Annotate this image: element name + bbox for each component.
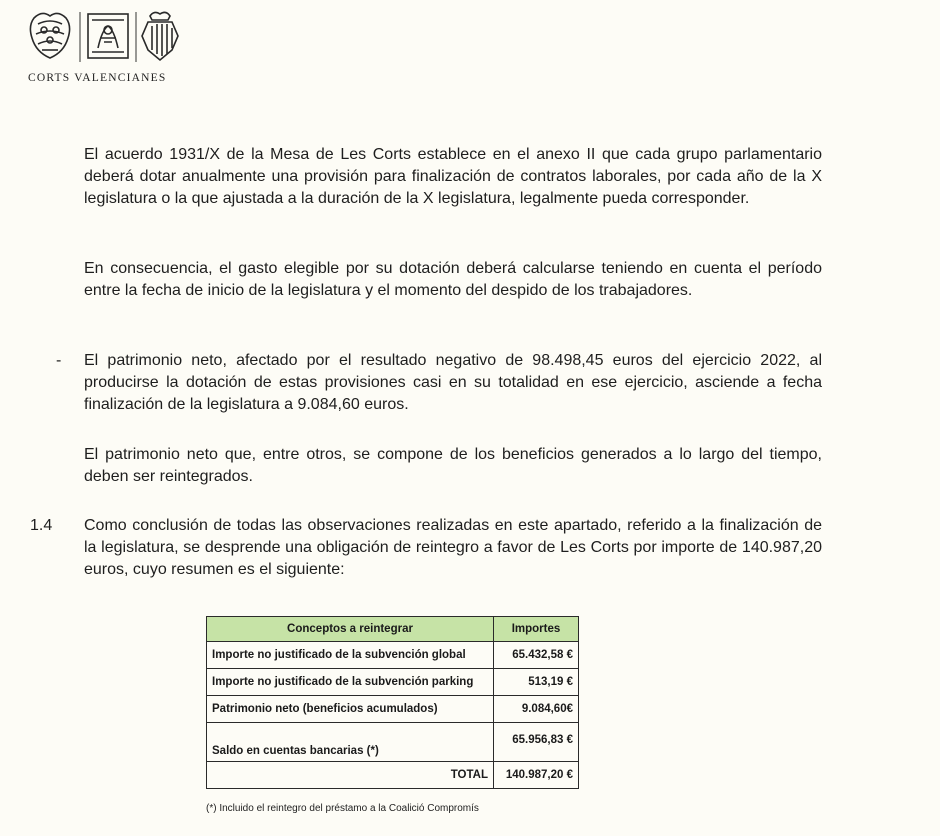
paragraph-conclusion: Como conclusión de todas las observaciones realizadas en este apartado, referido a la finalización de la legislatura, se desprende una obligación de reintegro a favor de Les Corts por importe de 140.987,20 euros, cuyo resumen es el siguiente: [84,517,822,578]
coat-of-arms-icon [28,8,208,66]
total-amount: 140.987,20 € [494,762,579,789]
table-total-row [207,762,579,789]
header-concepts: Conceptos a reintegrar [207,617,494,642]
bullet-mark: - [56,352,62,369]
org-name: CORTS VALENCIANES [28,72,167,84]
row-concept: Importe no justificado de la subvención parking [207,669,494,696]
section-number: 1.4 [30,517,53,534]
paragraph-consecuencia: En consecuencia, el gasto elegible por su dotación deberá calcularse teniendo en cuenta el período entre la fecha de inicio de la legislatura y el momento del despido de los trabajadores. [84,260,822,299]
table-row [207,696,579,723]
row-concept: Saldo en cuentas bancarias (*) [207,723,494,762]
row-amount: 513,19 € [494,669,579,696]
table-footnote: (*) Incluido el reintegro del préstamo a la Coalició Compromís [206,803,479,814]
row-amount: 65.956,83 € [494,723,579,762]
paragraph-patrimonio-neto: El patrimonio neto, afectado por el resultado negativo de 98.498,45 euros del ejercicio 2022, al producirse la dotación de estas provisiones casi en su totalidad en ese ejercicio, asciende a fecha finalización de la legislatura a 9.084,60 euros. [84,352,822,413]
header-amounts: Importes [494,617,579,642]
row-concept: Patrimonio neto (beneficios acumulados) [207,696,494,723]
row-amount: 65.432,58 € [494,642,579,669]
table-row [207,642,579,669]
reintegro-table [206,616,579,789]
table-row [207,669,579,696]
total-label: TOTAL [207,762,494,789]
row-concept: Importe no justificado de la subvención global [207,642,494,669]
table-row [207,723,579,762]
paragraph-reintegrados: El patrimonio neto que, entre otros, se compone de los beneficios generados a lo largo del tiempo, deben ser reintegrados. [84,446,822,485]
table-header-row [207,617,579,642]
row-amount: 9.084,60€ [494,696,579,723]
paragraph-acuerdo: El acuerdo 1931/X de la Mesa de Les Corts establece en el anexo II que cada grupo parlamentario deberá dotar anualmente una provisión para finalización de contratos laborales, por cada año de la X legislatura o la que ajustada a la duración de la X legislatura, legalmente pueda corresponder. [84,146,822,207]
corts-valencianes-logo [28,8,218,88]
